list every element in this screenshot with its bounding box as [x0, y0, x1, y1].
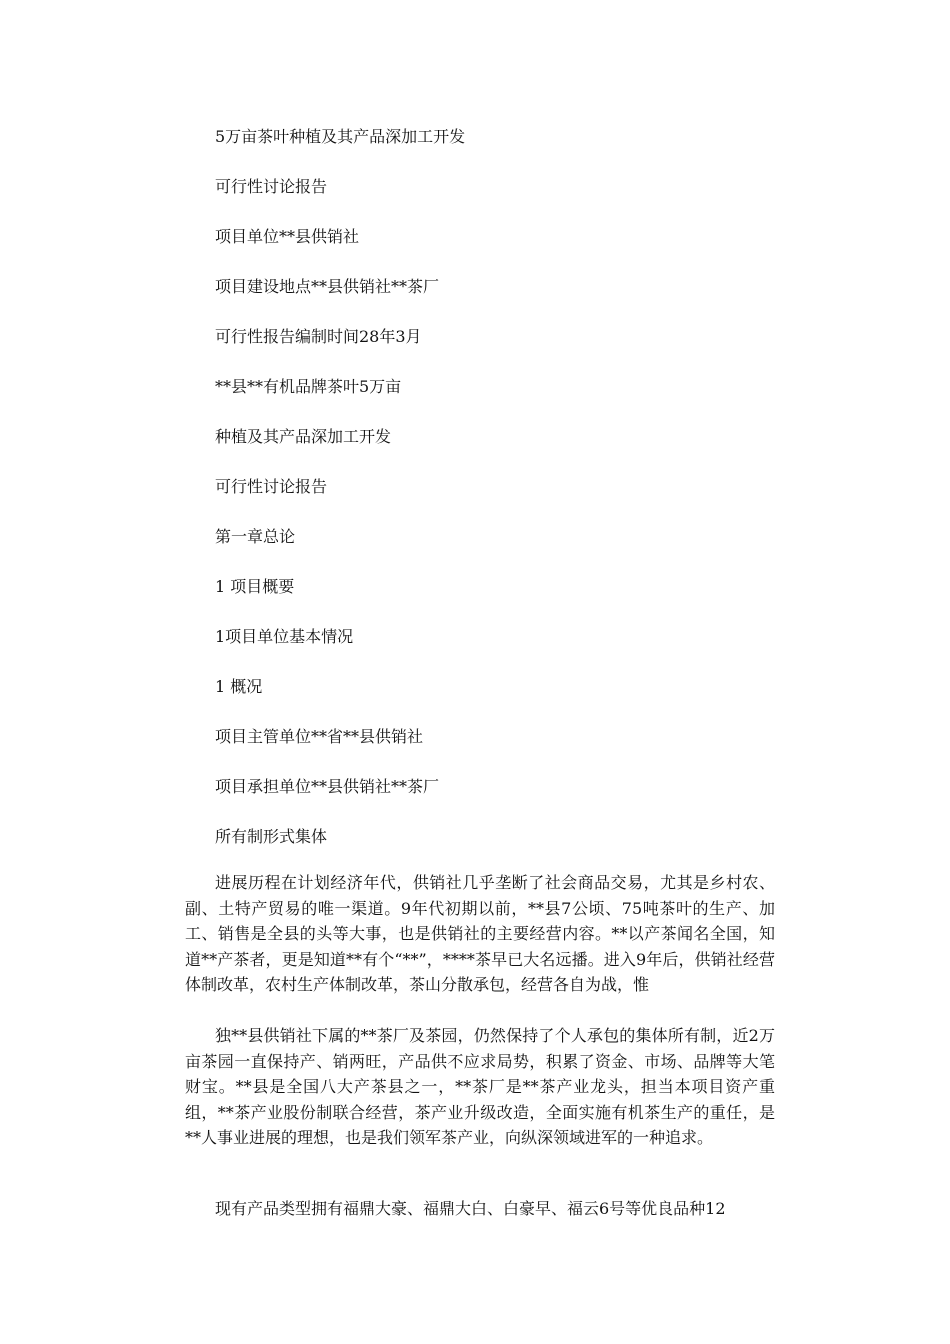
product-types-paragraph: 现有产品类型拥有福鼎大豪、福鼎大白、白豪早、福云6号等优良品种12 — [215, 1199, 726, 1218]
section-heading: 1 项目概要 — [215, 577, 295, 596]
chapter-heading: 第一章总论 — [215, 527, 296, 546]
project-unit-line: 项目单位**县供销社 — [215, 227, 360, 246]
planting-title-line: 种植及其产品深加工开发 — [215, 427, 392, 446]
ownership-line: 所有制形式集体 — [215, 827, 328, 846]
report-title-line-2: 可行性讨论报告 — [215, 477, 328, 496]
report-subtitle-line: 可行性讨论报告 — [215, 177, 328, 196]
cooperative-paragraph: 独**县供销社下属的**茶厂及茶园，仍然保持了个人承包的集体所有制，近2万亩茶园一直保持产、销两旺，产品供不应求局势，积累了资金、市场、品牌等大笔财宝。**县是全国八大产茶县之一，**茶厂是**茶产业龙头，担当本项目资产重组，**茶产业股份制联合经营，茶产业升级改造，全面实施有机茶生产的重任，是**人事业进展的理想，也是我们领军茶产业，向纵深领域进军的一种追求。 — [185, 1026, 775, 1147]
overview-heading: 1 概况 — [215, 677, 263, 696]
subsection-heading: 1项目单位基本情况 — [215, 627, 354, 646]
brand-title-line: **县**有机品牌茶叶5万亩 — [215, 377, 402, 396]
project-title-line: 5万亩茶叶种植及其产品深加工开发 — [215, 127, 466, 146]
supervising-unit-line: 项目主管单位**省**县供销社 — [215, 727, 424, 746]
undertaking-unit-line: 项目承担单位**县供销社**茶厂 — [215, 777, 440, 796]
construction-site-line: 项目建设地点**县供销社**茶厂 — [215, 277, 440, 296]
history-paragraph: 进展历程在计划经济年代，供销社几乎垄断了社会商品交易，尤其是乡村农、副、土特产贸易的唯一渠道。9年代初期以前，**县7公顷、75吨茶叶的生产、加工、销售是全县的头等大事，也是供销社的主要经营内容。**以产茶闻名全国，知道**产茶者，更是知道**有个“**”，****茶早已大名远播。进入9年后，供销社经营体制改革，农村生产体制改革，茶山分散承包，经营各自为战，惟 — [185, 873, 775, 994]
compile-date-line: 可行性报告编制时间28年3月 — [215, 327, 422, 346]
